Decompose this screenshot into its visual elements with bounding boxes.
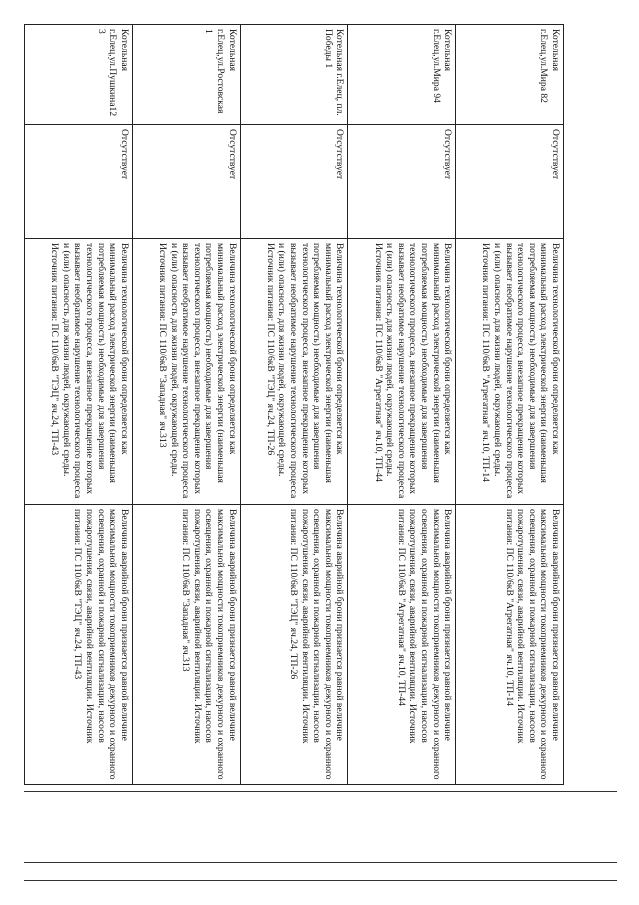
divider-line [24, 791, 617, 792]
status-cell: Отсутствует [132, 125, 240, 239]
divider-line [24, 880, 617, 881]
object-cell: Котельная г.Елец, пл. Победы 1 [240, 25, 348, 125]
table-row [348, 25, 456, 785]
tech-reserve-cell: Величина технологической брони определяется как минимальный расход электрической энергии (наименьшая потребляемая мощность) необходимые для завершения технологического процесса, внезапное прекращение которых вызывает необратимое нарушение технологического процесса и (или) опасность для жизни людей, окружающей среды. Источник питания: ПС 110/6кВ "Агрегатная" яч.10, ТП-44 [348, 239, 456, 505]
object-cell: Котельная г.Елец,ул.Ростовская 1 [132, 25, 240, 125]
emergency-reserve-cell: Величина аварийной брони признается равной величине максимальной мощности токоприемников дежурного и охранного освещения, охранной и пожарной сигнализации, насосов пожаротушения, связи, аварийной вентиляции. Источник питания: ПС 110/6кВ "ТЭЦ" яч.24, ТП-43 [25, 505, 133, 785]
tech-reserve-cell: Величина технологической брони определяется как минимальный расход электрической энергии (наименьшая потребляемая мощность) необходимые для завершения технологического процесса, внезапное прекращение которых вызывает необратимое нарушение технологического процесса и (или) опасность для жизни людей, окружающей среды. Источник питания: ПС 110/6кВ "Западная" яч.313 [132, 239, 240, 505]
table-row [25, 25, 133, 785]
emergency-reserve-cell: Величина аварийной брони признается равной величине максимальной мощности токоприемников дежурного и охранного освещения, охранной и пожарной сигнализации, насосов пожаротушения, связи, аварийной вентиляции. Источник питания: ПС 110/6кВ "Агрегатная" яч.10, ТП-44 [348, 505, 456, 785]
rotated-table-container [24, 24, 564, 784]
object-cell: Котельная г.Елец,ул.Мира 82 [456, 25, 564, 125]
tech-reserve-cell: Величина технологической брони определяется как минимальный расход электрической энергии (наименьшая потребляемая мощность) необходимые для завершения технологического процесса, внезапное прекращение которых вызывает необратимое нарушение технологического процесса и (или) опасность для жизни людей, окружающей среды. Источник питания: ПС 110/6кВ "Агрегатная" яч.10, ТП-14 [456, 239, 564, 505]
status-cell: Отсутствует [25, 125, 133, 239]
object-cell: Котельная г.Елец,ул.Пушкина123 [25, 25, 133, 125]
tech-reserve-cell: Величина технологической брони определяется как минимальный расход электрической энергии (наименьшая потребляемая мощность) необходимые для завершения технологического процесса, внезапное прекращение которых вызывает необратимое нарушение технологического процесса и (или) опасность для жизни людей, окружающей среды. Источник питания: ПС 110/6кВ "ТЭЦ" яч.24, ТП-26 [240, 239, 348, 505]
table-row [456, 25, 564, 785]
table-row [240, 25, 348, 785]
object-cell: Котельная г.Елец,ул.Мира 94 [348, 25, 456, 125]
status-cell: Отсутствует [456, 125, 564, 239]
status-cell: Отсутствует [348, 125, 456, 239]
table-row [132, 25, 240, 785]
emergency-reserve-cell: Величина аварийной брони признается равной величине максимальной мощности токоприемников дежурного и охранного освещения, охранной и пожарной сигнализации, насосов пожаротушения, связи, аварийной вентиляции. Источник питания: ПС 110/6кВ "Западная" яч.313 [132, 505, 240, 785]
emergency-reserve-cell: Величина аварийной брони признается равной величине максимальной мощности токоприемников дежурного и охранного освещения, охранной и пожарной сигнализации, насосов пожаротушения, связи, аварийной вентиляции. Источник питания: ПС 110/6кВ "Агрегатная" яч.10, ТП-14 [456, 505, 564, 785]
divider-line [24, 862, 617, 863]
tech-reserve-cell: Величина технологической брони определяется как минимальный расход электрической энергии (наименьшая потребляемая мощность) необходимые для завершения технологического процесса, внезапное прекращение которых вызывает необратимое нарушение технологического процесса и (или) опасность для жизни людей, окружающей среды. Источник питания: ПС 110/6кВ "ТЭЦ" яч.24, ТП-43 [25, 239, 133, 505]
boiler-reserve-table [24, 24, 564, 785]
status-cell: Отсутствует [240, 125, 348, 239]
emergency-reserve-cell: Величина аварийной брони признается равной величине максимальной мощности токоприемников дежурного и охранного освещения, охранной и пожарной сигнализации, насосов пожаротушения, связи, аварийной вентиляции. Источник питания: ПС 110/6кВ "ТЭЦ" яч.24, ТП-26 [240, 505, 348, 785]
